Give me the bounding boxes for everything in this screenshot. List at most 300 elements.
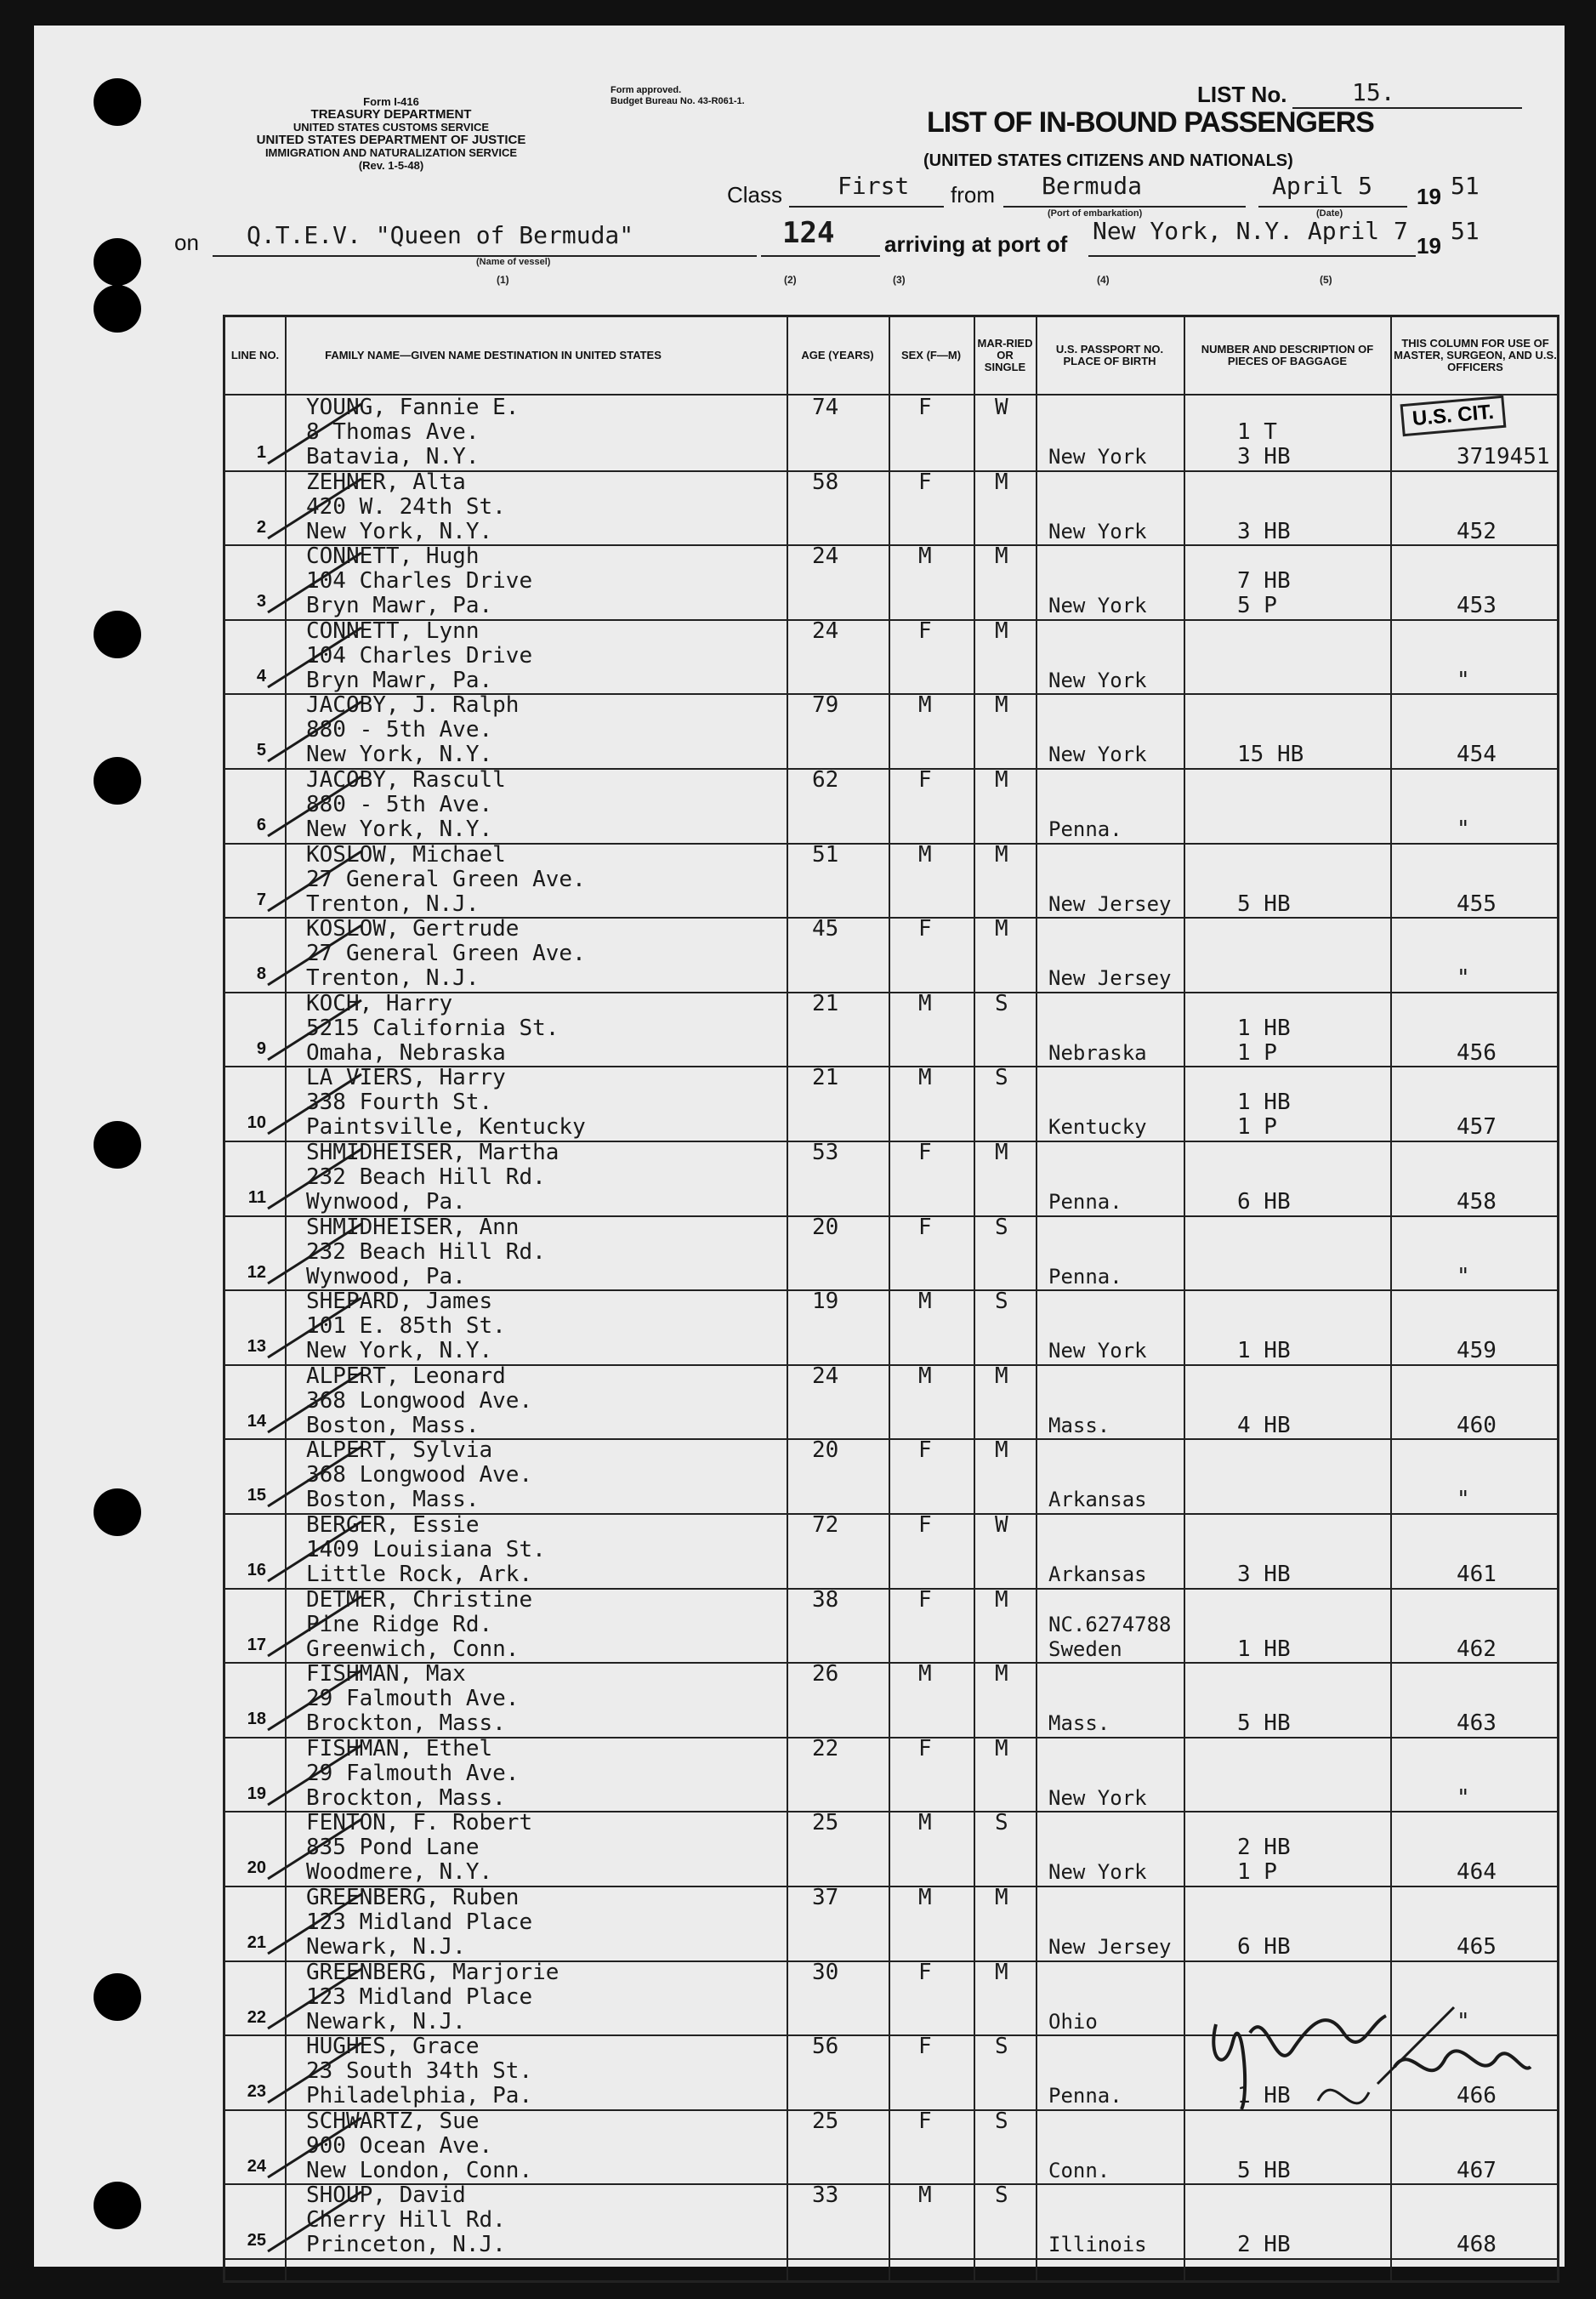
table-row	[225, 395, 1557, 472]
check-mark-icon	[251, 1811, 370, 1887]
sex: F	[918, 767, 932, 793]
marital-status: S	[995, 1065, 1008, 1091]
place-of-birth: New York	[1048, 1339, 1147, 1363]
check-mark-icon	[251, 1886, 370, 1962]
check-mark-icon	[251, 2183, 370, 2260]
check-mark-icon	[251, 1960, 370, 2037]
marital-status: M	[995, 617, 1008, 644]
address-line-2: Bryn Mawr, Pa.	[306, 667, 493, 693]
form-approved: Form approved.	[611, 85, 682, 95]
baggage-line-2: 6 HB	[1237, 1189, 1291, 1215]
list-no-value: 15.	[1352, 78, 1395, 106]
address-line-2: New London, Conn.	[306, 2157, 533, 2183]
officer-signature	[1199, 1973, 1539, 2143]
sex: M	[918, 1661, 932, 1687]
officer-number: 458	[1457, 1189, 1497, 1215]
table-row	[225, 1513, 1557, 1590]
passenger-name: KOCH, Harry	[306, 990, 453, 1016]
table-row	[225, 1886, 1557, 1962]
baggage-line-2: 15 HB	[1237, 742, 1304, 768]
marital-status: M	[995, 916, 1008, 942]
check-mark-icon	[251, 1662, 370, 1738]
check-mark-icon	[251, 470, 370, 547]
address-line-1: 27 General Green Ave.	[306, 866, 586, 892]
age: 38	[812, 1586, 839, 1613]
address-line-2: Paintsville, Kentucky	[306, 1114, 586, 1141]
address-line-1: 8 Thomas Ave.	[306, 419, 480, 445]
sex: M	[918, 841, 932, 868]
officer-number: 453	[1457, 593, 1497, 619]
passenger-name: HUGHES, Grace	[306, 2034, 480, 2060]
document-subtitle: (UNITED STATES CITIZENS AND NATIONALS)	[923, 151, 1293, 170]
check-mark-icon	[251, 1215, 370, 1292]
table-row	[225, 693, 1557, 770]
age: 19	[812, 1289, 839, 1315]
officer-number: 460	[1457, 1412, 1497, 1438]
check-mark-icon	[251, 395, 370, 472]
arriving-label: arriving at port of	[884, 231, 1068, 257]
passenger-name: GREENBERG, Marjorie	[306, 1959, 559, 1985]
place-of-birth: New Jersey	[1048, 891, 1172, 916]
line-number: 2	[256, 517, 266, 537]
marital-status: S	[995, 2108, 1008, 2134]
officer-number: "	[1457, 965, 1470, 992]
line-number: 25	[247, 2231, 266, 2251]
colhead-line-no: LINE NO.	[230, 349, 280, 361]
age: 25	[812, 1810, 839, 1836]
baggage-line-1: 1 HB	[1237, 1015, 1291, 1041]
check-mark-icon	[251, 2034, 370, 2111]
baggage-line-2: 1 HB	[1237, 1636, 1291, 1662]
baggage-line-2: 5 HB	[1237, 891, 1291, 917]
age: 20	[812, 1214, 839, 1240]
punch-hole	[94, 1121, 141, 1169]
address-line-2: Philadelphia, Pa.	[306, 2083, 533, 2109]
marital-status: M	[995, 469, 1008, 495]
sex: M	[918, 1289, 932, 1315]
place-of-birth: Mass.	[1048, 1711, 1110, 1736]
table-row	[225, 917, 1557, 993]
line-number: 5	[256, 741, 266, 760]
passenger-name: SHOUP, David	[306, 2182, 466, 2209]
class-underline	[789, 206, 944, 208]
address-line-2: Boston, Mass.	[306, 1487, 480, 1513]
class-label: Class	[727, 182, 783, 208]
check-mark-icon	[251, 992, 370, 1068]
colhead-age: AGE (YEARS)	[801, 349, 874, 361]
check-mark-icon	[251, 619, 370, 696]
passenger-name: SHEPARD, James	[306, 1289, 493, 1315]
colhead-sex: SEX (F—M)	[900, 349, 962, 361]
line-number: 10	[247, 1113, 266, 1133]
age: 21	[812, 1065, 839, 1091]
place-of-birth: Arkansas	[1048, 1488, 1147, 1512]
line-number: 24	[247, 2156, 266, 2176]
address-line-1: 368 Longwood Ave.	[306, 1462, 533, 1488]
check-mark-icon	[251, 693, 370, 770]
address-line-1: 29 Falmouth Ave.	[306, 1686, 520, 1712]
from-value: Bermuda	[1042, 172, 1143, 200]
line-number: 14	[247, 1411, 266, 1431]
colhead-passport: U.S. PASSPORT NO. PLACE OF BIRTH	[1055, 343, 1164, 367]
table-row	[225, 1737, 1557, 1813]
officer-number: 464	[1457, 1859, 1497, 1886]
agency-customs: UNITED STATES CUSTOMS SERVICE	[293, 121, 490, 134]
age: 26	[812, 1661, 839, 1687]
address-line-1: 104 Charles Drive	[306, 568, 533, 595]
vessel-caption: (Name of vessel)	[476, 257, 551, 267]
class-value: First	[838, 172, 910, 200]
place-of-birth: Sweden	[1048, 1636, 1122, 1661]
marital-status: M	[995, 1140, 1008, 1165]
officer-number: 466	[1457, 2083, 1497, 2109]
date-caption: (Date)	[1316, 208, 1343, 219]
marital-status: M	[995, 767, 1008, 793]
col-number-3: (3)	[893, 274, 906, 286]
address-line-2: Wynwood, Pa.	[306, 1189, 466, 1215]
address-line-2: Newark, N.J.	[306, 2008, 466, 2034]
table-row	[225, 1141, 1557, 1217]
place-of-birth: Nebraska	[1048, 1040, 1147, 1065]
address-line-1: 101 E. 85th St.	[306, 1313, 506, 1340]
age: 25	[812, 2108, 839, 2134]
age: 21	[812, 990, 839, 1016]
table-row	[225, 2183, 1557, 2260]
address-line-1: 338 Fourth St.	[306, 1090, 493, 1116]
baggage-line-1: 2 HB	[1237, 1835, 1291, 1861]
check-mark-icon	[251, 768, 370, 845]
baggage-line-2: 6 HB	[1237, 1934, 1291, 1960]
place-of-birth: New York	[1048, 1785, 1147, 1810]
passenger-name: FISHMAN, Max	[306, 1661, 466, 1687]
place-of-birth: Mass.	[1048, 1413, 1110, 1437]
table-row	[225, 1364, 1557, 1441]
col-number-5: (5)	[1320, 274, 1332, 286]
colhead-officers: THIS COLUMN FOR USE OF MASTER, SURGEON, AND U.S. OFFICERS	[1394, 337, 1557, 373]
place-of-birth: New York	[1048, 594, 1147, 618]
line-number: 3	[256, 592, 266, 612]
sex: M	[918, 990, 932, 1016]
baggage-line-1: 7 HB	[1237, 568, 1291, 595]
officer-number: 452	[1457, 518, 1497, 544]
place-of-birth: New York	[1048, 445, 1147, 469]
line-number: 11	[247, 1188, 266, 1207]
officer-number: 457	[1457, 1114, 1497, 1141]
check-mark-icon	[251, 917, 370, 993]
address-line-1: 29 Falmouth Ave.	[306, 1760, 520, 1786]
baggage-line-2: 1 P	[1237, 1039, 1277, 1066]
passenger-name: ZEHNER, Alta	[306, 469, 466, 495]
address-line-1: 123 Midland Place	[306, 1909, 533, 1935]
age: 33	[812, 2182, 839, 2209]
age: 45	[812, 916, 839, 942]
age: 53	[812, 1140, 839, 1165]
address-line-1: 368 Longwood Ave.	[306, 1387, 533, 1414]
baggage-line-2: 1 HB	[1237, 2083, 1291, 2109]
marital-status: M	[995, 1885, 1008, 1910]
age: 37	[812, 1885, 839, 1910]
passenger-name: JACOBY, J. Ralph	[306, 692, 520, 719]
table-row	[225, 1811, 1557, 1887]
passenger-name: BERGER, Essie	[306, 1512, 480, 1538]
form-agency-block	[196, 95, 587, 172]
officer-number: 3719451	[1457, 444, 1550, 469]
embark-year-prefix: 19	[1417, 184, 1441, 209]
line-number: 6	[256, 816, 266, 834]
age: 30	[812, 1959, 839, 1985]
passenger-name: CONNETT, Lynn	[306, 617, 480, 644]
marital-status: S	[995, 1810, 1008, 1836]
address-line-1: 232 Beach Hill Rd.	[306, 1164, 546, 1190]
sex: F	[918, 1586, 932, 1613]
table-row	[225, 1215, 1557, 1292]
sex: F	[918, 1214, 932, 1240]
baggage-line-2: 3 HB	[1237, 444, 1291, 469]
address-line-1: 835 Pond Lane	[306, 1835, 480, 1861]
address-line-1: 23 South 34th St.	[306, 2058, 533, 2085]
baggage-line-2: 5 HB	[1237, 1710, 1291, 1737]
address-line-2: Brockton, Mass.	[306, 1784, 506, 1811]
check-mark-icon	[251, 2109, 370, 2186]
marital-status: S	[995, 2034, 1008, 2060]
sex: M	[918, 1885, 932, 1910]
address-line-2: Newark, N.J.	[306, 1934, 466, 1960]
marital-status: S	[995, 2182, 1008, 2209]
colhead-married: MAR-RIED OR SINGLE	[977, 337, 1033, 373]
table-row	[225, 619, 1557, 696]
marital-status: S	[995, 1289, 1008, 1315]
col-number-1: (1)	[497, 274, 509, 286]
address-line-2: Woodmere, N.Y.	[306, 1859, 493, 1886]
passenger-name: GREENBERG, Ruben	[306, 1885, 520, 1910]
officer-number: 455	[1457, 891, 1497, 917]
budget-bureau-no: Budget Bureau No. 43-R061-1.	[611, 96, 745, 106]
table-row	[225, 768, 1557, 845]
address-line-2: New York, N.Y.	[306, 518, 493, 544]
port-caption: (Port of embarkation)	[1048, 208, 1143, 219]
age: 74	[812, 395, 839, 420]
address-line-2: Bryn Mawr, Pa.	[306, 593, 493, 619]
sex: F	[918, 1735, 932, 1761]
marital-status: M	[995, 1661, 1008, 1687]
officer-number: 465	[1457, 1934, 1497, 1960]
check-mark-icon	[251, 1066, 370, 1142]
address-line-2: Trenton, N.J.	[306, 891, 480, 917]
address-line-1: 232 Beach Hill Rd.	[306, 1238, 546, 1265]
passenger-name: FENTON, F. Robert	[306, 1810, 533, 1836]
age: 24	[812, 1363, 839, 1389]
place-of-birth: Conn.	[1048, 2158, 1110, 2182]
line-number: 7	[256, 890, 266, 909]
age: 20	[812, 1437, 839, 1464]
document-page	[34, 26, 1565, 2267]
age: 79	[812, 692, 839, 719]
address-line-2: New York, N.Y.	[306, 1338, 493, 1364]
address-line-2: Omaha, Nebraska	[306, 1039, 506, 1066]
check-mark-icon	[251, 1438, 370, 1515]
line-number: 4	[256, 666, 266, 686]
address-line-1: 880 - 5th Ave.	[306, 717, 493, 743]
punch-hole	[94, 611, 141, 658]
age: 22	[812, 1735, 839, 1761]
address-line-2: Batavia, N.Y.	[306, 444, 480, 469]
us-citizen-stamp: U.S. CIT.	[1400, 395, 1507, 436]
place-of-birth: New York	[1048, 668, 1147, 692]
officer-number: 462	[1457, 1636, 1497, 1662]
place-of-birth: Ohio	[1048, 2009, 1098, 2034]
address-line-1: 1409 Louisiana St.	[306, 1537, 546, 1562]
address-line-1: 5215 California St.	[306, 1015, 559, 1041]
line-number: 22	[247, 2007, 266, 2027]
place-of-birth: New Jersey	[1048, 1935, 1172, 1959]
age: 72	[812, 1512, 839, 1538]
punch-hole	[94, 285, 141, 333]
baggage-line-2: 3 HB	[1237, 518, 1291, 544]
place-of-birth: Arkansas	[1048, 1562, 1147, 1586]
check-mark-icon	[251, 1588, 370, 1664]
address-line-2: Little Rock, Ark.	[306, 1562, 533, 1587]
passenger-name: LA VIERS, Harry	[306, 1065, 506, 1091]
passenger-name: DETMER, Christine	[306, 1586, 533, 1613]
officer-number: "	[1457, 817, 1470, 842]
sex: F	[918, 2034, 932, 2060]
address-line-1: Cherry Hill Rd.	[306, 2207, 506, 2234]
officer-number: 456	[1457, 1039, 1497, 1066]
address-line-2: New York, N.Y.	[306, 817, 493, 842]
officer-number: "	[1457, 667, 1470, 693]
address-line-1: 104 Charles Drive	[306, 642, 533, 669]
age: 24	[812, 617, 839, 644]
place-of-birth: Penna.	[1048, 817, 1122, 841]
line-number: 16	[247, 1561, 266, 1579]
passenger-name: SHMIDHEISER, Martha	[306, 1140, 559, 1165]
arrival-year: 51	[1451, 217, 1480, 245]
passenger-name: SCHWARTZ, Sue	[306, 2108, 480, 2134]
punch-hole	[94, 1488, 141, 1536]
from-label: from	[951, 182, 995, 208]
line-number: 12	[247, 1262, 266, 1282]
baggage-line-2: 2 HB	[1237, 2232, 1291, 2258]
baggage-line-2: 5 HB	[1237, 2157, 1291, 2183]
agency-treasury: TREASURY DEPARTMENT	[310, 107, 472, 122]
passenger-name: ALPERT, Sylvia	[306, 1437, 493, 1464]
check-mark-icon	[251, 544, 370, 621]
address-line-2: Greenwich, Conn.	[306, 1636, 520, 1662]
check-mark-icon	[251, 1364, 370, 1441]
check-mark-icon	[251, 1737, 370, 1813]
marital-status: M	[995, 1437, 1008, 1464]
place-of-birth: Penna.	[1048, 1190, 1122, 1214]
table-row	[225, 470, 1557, 547]
check-mark-icon	[251, 1141, 370, 1217]
arrival-port-date: New York, N.Y. April 7	[1093, 217, 1408, 245]
baggage-line-1: 1 HB	[1237, 1090, 1291, 1116]
document-title: LIST OF IN-BOUND PASSENGERS	[927, 106, 1374, 139]
line-number: 9	[256, 1039, 266, 1058]
officer-number: 459	[1457, 1338, 1497, 1364]
passenger-name: YOUNG, Fannie E.	[306, 395, 520, 420]
sex: F	[918, 1959, 932, 1985]
sex: M	[918, 692, 932, 719]
marital-status: M	[995, 692, 1008, 719]
vessel-name: Q.T.E.V. "Queen of Bermuda"	[247, 221, 634, 249]
officer-number: "	[1457, 2008, 1470, 2034]
marital-status: M	[995, 1586, 1008, 1613]
age: 24	[812, 543, 839, 570]
table-row	[225, 1588, 1557, 1664]
agency-justice: UNITED STATES DEPARTMENT OF JUSTICE	[256, 133, 526, 147]
marital-status: M	[995, 1959, 1008, 1985]
age: 51	[812, 841, 839, 868]
line-number: 20	[247, 1858, 266, 1878]
punch-hole	[94, 238, 141, 286]
officer-number: "	[1457, 1487, 1470, 1513]
arrival-year-prefix: 19	[1417, 233, 1441, 259]
address-line-2: Brockton, Mass.	[306, 1710, 506, 1737]
sex: F	[918, 1437, 932, 1464]
agency-ins: IMMIGRATION AND NATURALIZATION SERVICE	[264, 146, 518, 159]
place-of-birth: Kentucky	[1048, 1115, 1147, 1140]
baggage-line-2: 4 HB	[1237, 1412, 1291, 1438]
sex: M	[918, 2182, 932, 2209]
address-line-1: Pine Ridge Rd.	[306, 1611, 493, 1637]
address-line-2: Princeton, N.J.	[306, 2232, 506, 2258]
date-underline	[1258, 206, 1407, 208]
officer-number: "	[1457, 1784, 1470, 1811]
baggage-line-2: 1 HB	[1237, 1338, 1291, 1364]
table-row	[225, 1662, 1557, 1738]
place-of-birth: New York	[1048, 519, 1147, 543]
address-line-1: 420 W. 24th St.	[306, 493, 506, 520]
officer-number: "	[1457, 1263, 1470, 1289]
punch-hole	[94, 1973, 141, 2021]
arrival-underline	[1088, 255, 1416, 257]
line-number: 17	[247, 1635, 266, 1654]
officer-number: 454	[1457, 742, 1497, 768]
passenger-name: SHMIDHEISER, Ann	[306, 1214, 520, 1240]
age: 62	[812, 767, 839, 793]
form-approved-block	[611, 85, 745, 107]
age: 58	[812, 469, 839, 495]
table-row	[225, 992, 1557, 1068]
col-number-2: (2)	[784, 274, 797, 286]
embark-date: April 5	[1272, 172, 1373, 200]
form-number: Form I-416	[363, 95, 419, 108]
sex: F	[918, 916, 932, 942]
passenger-name: JACOBY, Rascull	[306, 767, 506, 793]
on-label: on	[174, 230, 199, 255]
passenger-name: CONNETT, Hugh	[306, 543, 480, 570]
baggage-line-1: 1 T	[1237, 419, 1277, 445]
marital-status: W	[995, 395, 1008, 420]
place-of-birth: New York	[1048, 1860, 1147, 1885]
embark-year: 51	[1451, 172, 1480, 200]
address-line-2: New York, N.Y.	[306, 742, 493, 768]
baggage-line-2: 1 P	[1237, 1114, 1277, 1141]
sex: M	[918, 1810, 932, 1836]
baggage-line-2: 1 P	[1237, 1859, 1277, 1886]
line-number: 18	[247, 1710, 266, 1729]
officer-number: 467	[1457, 2157, 1497, 2183]
check-mark-icon	[251, 843, 370, 919]
table-row	[225, 1066, 1557, 1142]
marital-status: S	[995, 1214, 1008, 1240]
passenger-name: ALPERT, Leonard	[306, 1363, 506, 1389]
line-number: 1	[256, 443, 266, 462]
from-underline	[1003, 206, 1246, 208]
passport-number: NC.6274788	[1048, 1612, 1172, 1636]
marital-status: W	[995, 1512, 1008, 1538]
